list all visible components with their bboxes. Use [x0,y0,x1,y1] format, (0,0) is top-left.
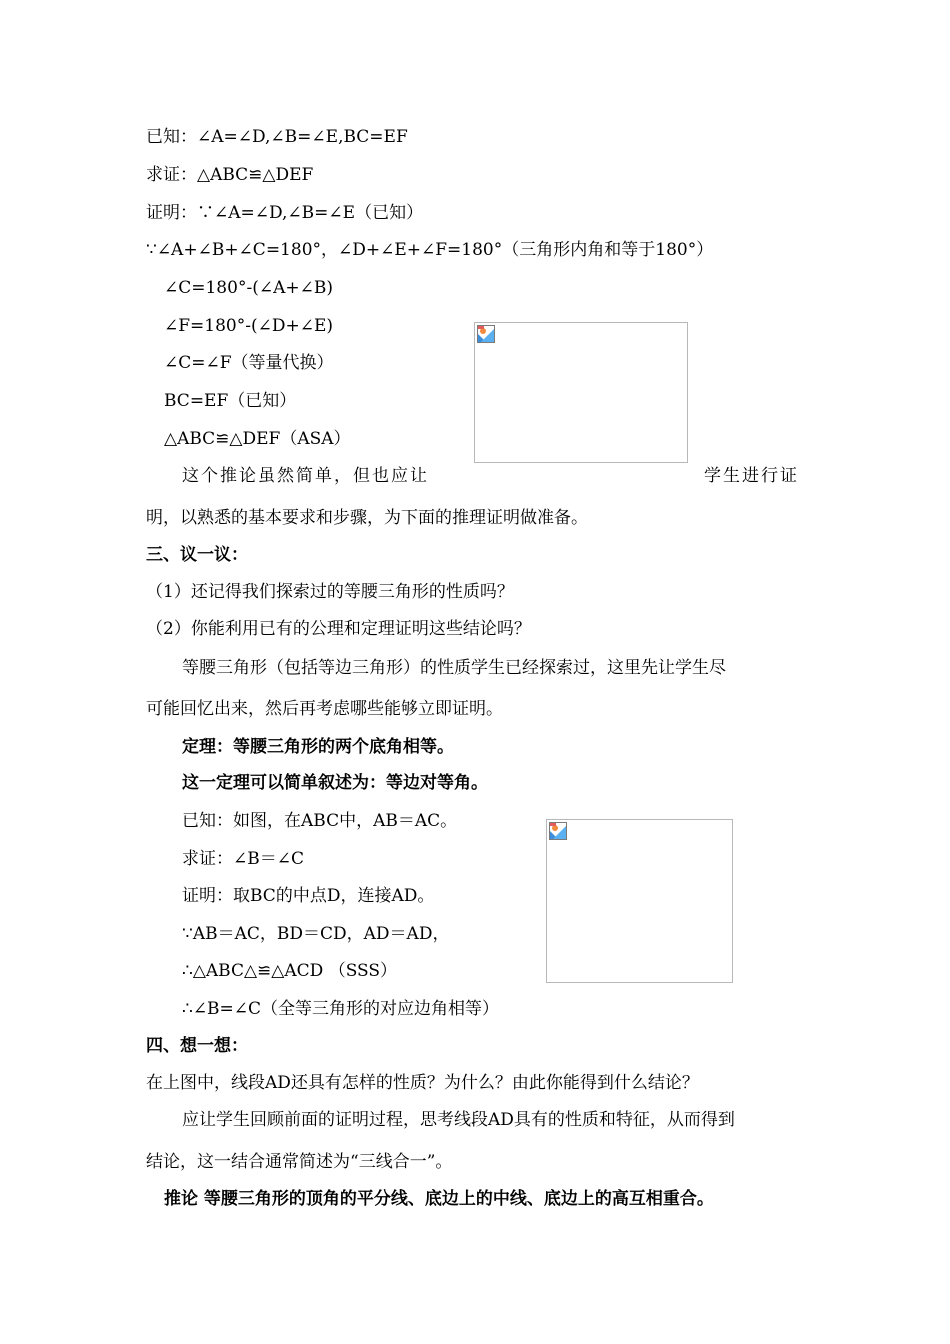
figure-placeholder-2 [546,819,733,983]
given-line: 已知：∠A=∠D,∠B=∠E,BC=EF [146,127,408,147]
broken-image-icon [549,822,567,840]
question-1: （1）还记得我们探索过的等腰三角形的性质吗？ [146,582,514,602]
proof-step: ∠F=180°-(∠D+∠E) [164,316,334,336]
section-heading-3: 三、议一议： [146,545,248,565]
paragraph-line: 明，以熟悉的基本要求和步骤，为下面的推理证明做准备。 [146,508,588,528]
proof-step: ∴△ABC△≌△ACD （SSS） [182,961,398,981]
prove-line: 求证：△ABC≌△DEF [146,165,314,185]
paragraph-line: 学生进行证 [704,466,799,486]
proof-step: ∠C=∠F（等量代换） [164,353,334,373]
corollary: 推论 等腰三角形的顶角的平分线、底边上的中线、底边上的高互相重合。 [164,1189,714,1209]
paragraph-line: 应让学生回顾前面的证明过程，思考线段AD具有的性质和特征，从而得到 [182,1110,735,1130]
proof-conclusion: ∴∠B=∠C（全等三角形的对应边角相等） [182,999,500,1019]
figure-placeholder-1 [474,322,688,463]
theorem-summary: 这一定理可以简单叙述为：等边对等角。 [182,773,488,793]
question: 在上图中，线段AD还具有怎样的性质？为什么？由此你能得到什么结论？ [146,1073,699,1093]
proof-step: ∵∠A+∠B+∠C=180°，∠D+∠E+∠F=180°（三角形内角和等于180°） [146,240,714,260]
proof-line: 证明：∵∠A=∠D,∠B=∠E（已知） [146,203,424,223]
proof-conclusion: △ABC≌△DEF（ASA） [164,429,351,449]
section-heading-4: 四、想一想： [146,1036,248,1056]
proof-step: ∠C=180°-(∠A+∠B) [164,278,333,298]
broken-image-icon [477,325,495,343]
prove-line: 求证：∠B＝∠C [182,849,304,869]
proof-line: 证明：取BC的中点D，连接AD。 [182,886,435,906]
paragraph-line: 可能回忆出来，然后再考虑哪些能够立即证明。 [146,699,503,719]
paragraph-line: 等腰三角形（包括等边三角形）的性质学生已经探索过，这里先让学生尽 [182,658,726,678]
proof-step: BC=EF（已知） [164,391,297,411]
given-line: 已知：如图，在ABC中，AB＝AC。 [182,811,458,831]
paragraph-line: 这个推论虽然简单，但也应让 [182,466,429,486]
theorem: 定理：等腰三角形的两个底角相等。 [182,737,454,757]
question-2: （2）你能利用已有的公理和定理证明这些结论吗？ [146,619,531,639]
proof-step: ∵AB＝AC，BD＝CD，AD＝AD， [182,924,450,944]
paragraph-line: 结论，这一结合通常简述为“三线合一”。 [146,1152,453,1172]
